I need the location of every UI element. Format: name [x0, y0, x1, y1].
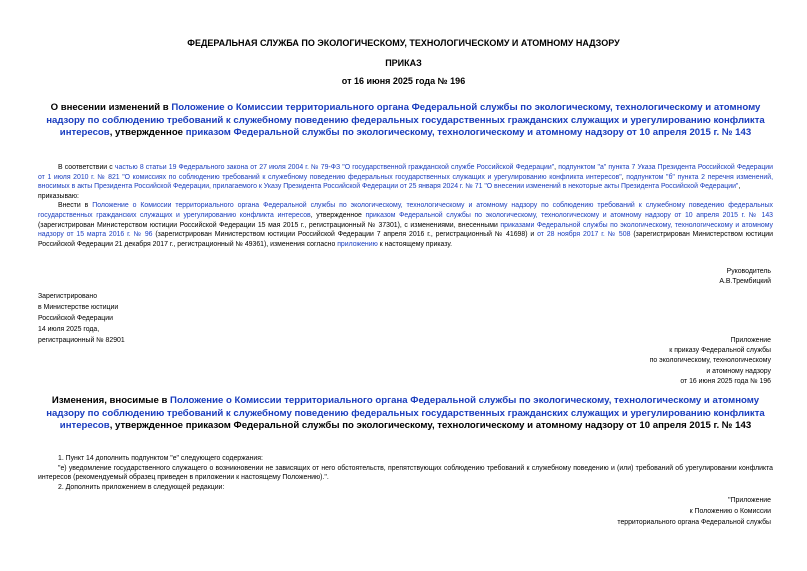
link-decree-821[interactable]: подпунктом "а" пункта 7 Указа Президента Российской Федерации от 1 июля 2010 г. № 821 "О комиссиях по соблюдению требований к служебному поведению федеральных государственных служащих и урегулированию конфликта интересов": [38, 164, 773, 181]
changes-title: [38, 395, 773, 433]
change-item-1-text: "е) уведомление государственного служащего о возникновении не зависящих от него обстоятельств, препятствующих соблюдению требований к служебному поведению и (или) требований об урегулировании конфликта интересов (рекомендуемый образец приведен в приложении к настоящему Положению).".: [38, 464, 773, 482]
title-prefix: О внесении изменений в: [50, 102, 172, 113]
registration-line: 14 июля 2025 года,: [38, 326, 100, 333]
agency-name: ФЕДЕРАЛЬНАЯ СЛУЖБА ПО ЭКОЛОГИЧЕСКОМУ, ТЕХНОЛОГИЧЕСКОМУ И АТОМНОМУ НАДЗОРУ: [187, 38, 620, 48]
directive-text: (зарегистрирован Министерством юстиции Российской Федерации 7 апреля 2016 г., регистрационный № 41698) и: [152, 231, 538, 239]
changes-title-link[interactable]: Положение о Комиссии территориального органа Федеральной службы по экологическому, технологическому и атомному надзору по соблюдению требований к служебному поведению федеральных государственных гражданских служащих и урегулированию конфликта интересов: [46, 395, 765, 431]
title-link-regulation[interactable]: Положение о Комиссии территориального органа Федеральной службы по экологическому, технологическому и атомному надзору по соблюдению требований к служебному поведению федеральных государственных гражданских служащих и урегулированию конфликта интересов: [46, 102, 765, 138]
appendix2-line: к Положению о Комиссии: [689, 507, 771, 515]
signature-position: Руководитель: [726, 268, 771, 275]
registration-line: регистрационный № 82901: [38, 337, 125, 344]
directive-text: к настоящему приказу.: [377, 240, 452, 248]
registration-line: в Министерстве юстиции: [38, 304, 119, 311]
directive-text: Внести в: [58, 202, 93, 210]
link-order-143[interactable]: приказом Федеральной службы по экологическому, технологическому и атомному надзору от 10 апреля 2015 г. № 143: [365, 211, 773, 219]
link-order-508[interactable]: от 28 ноября 2017 г. № 508: [537, 231, 631, 239]
registration-line: Российской Федерации: [38, 315, 113, 322]
link-appendix[interactable]: приложению: [337, 240, 378, 248]
title-middle: , утвержденное: [109, 127, 186, 138]
link-decree-71[interactable]: подпунктом "б" пункта 2 перечня изменений, вносимых в акты Президента Российской Федерации, прилагаемого к Указу Президента Российской Федерации от 25 января 2024 г. № 71 "О внесении изменений в некоторые акты Президента Российской Федерации": [38, 173, 773, 191]
appendix-line: к приказу Федеральной службы: [669, 347, 771, 355]
signature-name: А.В.Трембицкий: [719, 277, 771, 285]
signature-block: [719, 267, 771, 286]
change-item-2: 2. Дополнить приложением в следующей редакции:: [58, 483, 225, 491]
appendix2-line: территориального органа Федеральной службы: [617, 518, 771, 526]
appendix-line: Приложение: [730, 337, 771, 344]
title-link-order[interactable]: приказом Федеральной службы по экологическому, технологическому и атомному надзору от 10 апреля 2015 г. № 143: [185, 127, 752, 138]
link-law-article[interactable]: частью 8 статьи 19 Федерального закона от 27 июля 2004 г. № 79-ФЗ "О государственной гражданской службе Российской Федерации": [114, 164, 555, 171]
preamble-text: В соответствии с: [58, 164, 115, 171]
link-order-96[interactable]: приказами Федеральной службы по экологическому, технологическому и атомному надзору от 15 марта 2016 г. № 96: [38, 221, 774, 239]
preamble-text: ,: [738, 183, 741, 191]
appendix-line: и атомному надзору: [706, 367, 771, 375]
appendix-header: [650, 336, 771, 387]
order-body: [38, 163, 773, 249]
directive-text: , утвержденное: [310, 211, 366, 219]
preamble-paragraph: [38, 163, 773, 192]
order-word: приказываю:: [38, 192, 79, 200]
directive-text: (зарегистрирован Министерством юстиции Российской Федерации 15 мая 2015 г., регистрационный № 37301), с изменениями, внесенными: [38, 221, 501, 229]
changes-title-middle: , утвержденное приказом Федеральной службы по экологическому, технологическому и атомному надзору от 10 апреля 2015 г. № 143: [109, 420, 752, 431]
appendix2-line: "Приложение: [728, 497, 771, 504]
preamble-text: ,: [621, 173, 627, 181]
directive-text: (зарегистрирован Министерством юстиции Российской Федерации 21 декабря 2017 г., регистрационный № 49361), изменения согласно: [38, 231, 773, 248]
registration-block: [38, 291, 125, 346]
changes-title-prefix: Изменения, вносимые в: [51, 395, 171, 406]
link-regulation[interactable]: Положение о Комиссии территориального органа Федеральной службы по экологическому, технологическому и атомному надзору по соблюдению требований к служебному поведению федеральных государственных гражданских служащих и урегулированию конфликта интересов: [38, 202, 773, 219]
appendix2-header: [617, 496, 771, 528]
preamble-text: ,: [554, 164, 559, 171]
page-title: [38, 102, 773, 140]
change-item-1: 1. Пункт 14 дополнить подпунктом "е" следующего содержания:: [58, 455, 263, 462]
changes-body: [38, 454, 773, 492]
doc-type: ПРИКАЗ: [385, 58, 422, 68]
doc-date-number: от 16 июня 2025 года № 196: [341, 76, 466, 86]
appendix-line: от 16 июня 2025 года № 196: [680, 377, 771, 385]
directive-paragraph: [38, 201, 773, 249]
appendix-line: по экологическому, технологическому: [649, 357, 771, 365]
registration-line: Зарегистрировано: [38, 293, 98, 300]
